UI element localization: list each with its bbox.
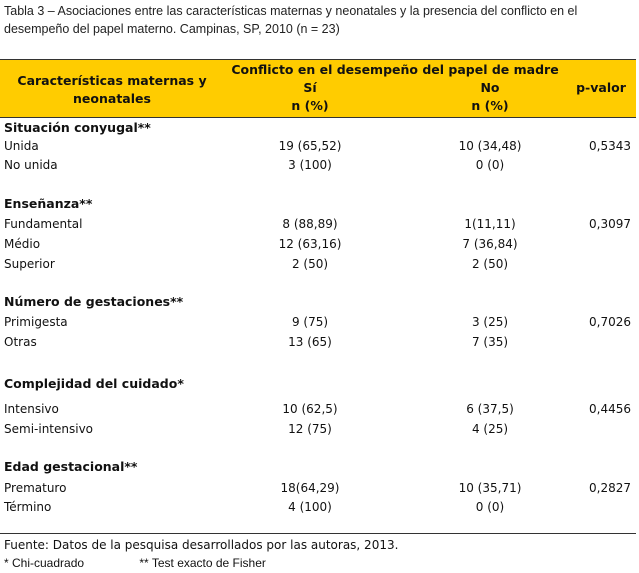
table-row <box>0 136 636 156</box>
header-pvalue: p-valor <box>576 80 626 95</box>
table-bottom-rule <box>0 533 636 534</box>
row-si: 19 (65,52) <box>278 139 342 153</box>
header-characteristics-line2: neonatales <box>73 91 151 106</box>
row-no: 4 (25) <box>471 422 509 436</box>
table-row <box>0 254 636 274</box>
row-pvalue: 0,5343 <box>589 139 631 153</box>
table-row <box>0 497 636 517</box>
section-title: Situación conyugal** <box>4 120 151 135</box>
row-label: Término <box>4 500 52 514</box>
row-label: Semi-intensivo <box>4 422 94 436</box>
table-row <box>0 214 636 234</box>
row-pvalue: 0,2827 <box>589 481 631 495</box>
row-si: 12 (63,16) <box>278 237 342 251</box>
footnote-fisher: ** Test exacto de Fisher <box>139 556 266 570</box>
row-no: 1(11,11) <box>464 217 516 231</box>
header-si: Sí <box>303 80 317 95</box>
row-label: Médio <box>4 237 41 251</box>
row-label: Intensivo <box>4 402 59 416</box>
row-no: 10 (35,71) <box>458 481 522 495</box>
row-label: Otras <box>4 335 37 349</box>
section-title: Número de gestaciones** <box>4 294 184 309</box>
row-no: 6 (37,5) <box>466 402 514 416</box>
row-si: 3 (100) <box>288 158 332 172</box>
row-no: 2 (50) <box>471 257 509 271</box>
row-pvalue: 0,3097 <box>589 217 631 231</box>
row-label: Unida <box>4 139 39 153</box>
header-no: No <box>480 80 500 95</box>
header-characteristics <box>6 72 218 108</box>
row-no: 3 (25) <box>471 315 509 329</box>
table-row <box>0 312 636 332</box>
row-label: Superior <box>4 257 55 271</box>
footnote-chi-square: * Chi-cuadrado <box>4 556 85 570</box>
row-no: 0 (0) <box>475 500 505 514</box>
header-group-label: Conflicto en el desempeño del papel de madre <box>231 62 559 77</box>
table-row <box>0 419 636 439</box>
row-si: 9 (75) <box>291 315 329 329</box>
header-characteristics-line1: Características maternas y <box>17 73 207 88</box>
row-si: 4 (100) <box>288 500 332 514</box>
header-no-npct: n (%) <box>471 98 509 113</box>
row-label: Prematuro <box>4 481 67 495</box>
row-label: Fundamental <box>4 217 83 231</box>
table-row <box>0 478 636 498</box>
footnotes <box>4 556 266 570</box>
table-caption: Tabla 3 – Asociaciones entre las características maternas y neonatales y la presencia del conflicto en el desempeño del papel materno. Campinas, SP, 2010 (n = 23) <box>4 4 578 36</box>
row-pvalue: 0,4456 <box>589 402 631 416</box>
row-no: 0 (0) <box>475 158 505 172</box>
row-no: 7 (36,84) <box>462 237 518 251</box>
row-pvalue: 0,7026 <box>589 315 631 329</box>
section-title: Complejidad del cuidado* <box>4 376 184 391</box>
table-row <box>0 332 636 352</box>
table-row <box>0 234 636 254</box>
row-label: No unida <box>4 158 58 172</box>
row-no: 10 (34,48) <box>458 139 522 153</box>
row-si: 8 (88,89) <box>282 217 338 231</box>
row-si: 13 (65) <box>288 335 332 349</box>
row-label: Primigesta <box>4 315 68 329</box>
table-row <box>0 155 636 175</box>
section-title: Enseñanza** <box>4 196 93 211</box>
row-si: 10 (62,5) <box>282 402 338 416</box>
source-note: Fuente: Datos de la pesquisa desarrollados por las autoras, 2013. <box>4 538 399 552</box>
row-si: 12 (75) <box>288 422 332 436</box>
table-header <box>0 59 636 118</box>
row-no: 7 (35) <box>471 335 509 349</box>
row-si: 2 (50) <box>291 257 329 271</box>
table-row <box>0 399 636 419</box>
header-si-npct: n (%) <box>291 98 329 113</box>
section-title: Edad gestacional** <box>4 459 138 474</box>
row-si: 18(64,29) <box>280 481 340 495</box>
